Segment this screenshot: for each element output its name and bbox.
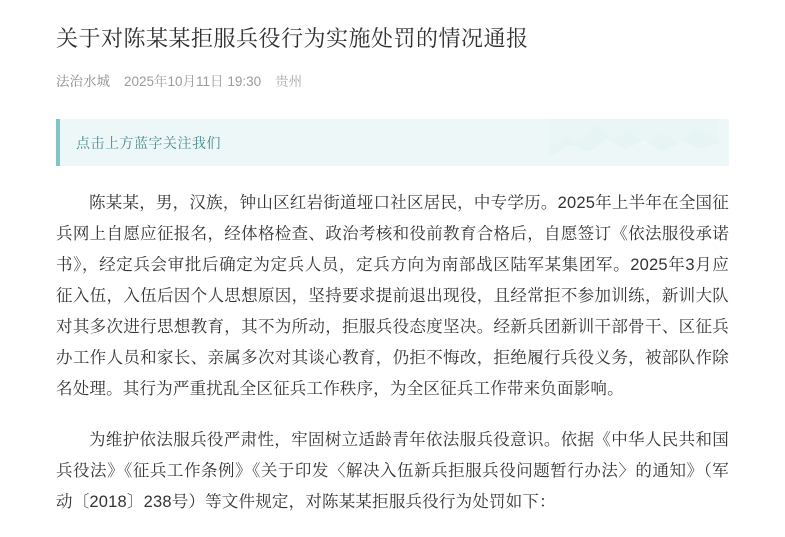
author-name[interactable]: 法治水城 [56, 74, 110, 89]
follow-us-banner[interactable] [56, 119, 729, 166]
paragraph-1: 陈某某，男，汉族，钟山区红岩街道垭口社区居民，中专学历。2025年上半年在全国征兵网上自愿应征报名，经体格检查、政治考核和役前教育合格后，自愿签订《依法服役承诺书》，经定兵会审批后确定为定兵人员，定兵方向为南部战区陆军某集团军。2025年3月应征入伍，入伍后因个人思想原因，坚持要求提前退出现役，且经常拒不参加训练，新训大队对其多次进行思想教育，其不为所动，拒服兵役态度坚决。经新兵团新训干部骨干、区征兵办工作人员和家长、亲属多次对其谈心教育，仍拒不悔改，拒绝履行兵役义务，被部队作除名处理。其行为严重扰乱全区征兵工作秩序，为全区征兵工作带来负面影响。 [56, 194, 729, 398]
article-body [56, 188, 729, 518]
mountain-decoration-icon [549, 119, 719, 166]
publish-datetime: 2025年10月11日 19:30 [124, 74, 262, 89]
article-meta [56, 72, 729, 92]
paragraph-2: 为维护依法服兵役严肃性，牢固树立适龄青年依法服兵役意识。依据《中华人民共和国兵役法》《征兵工作条例》《关于印发〈解决入伍新兵拒服兵役问题暂行办法〉的通知》（军动〔2018〕238号）等文件规定，对陈某某拒服兵役行为处罚如下： [56, 431, 729, 511]
publish-location: 贵州 [275, 74, 303, 89]
follow-us-label: 点击上方蓝字关注我们 [76, 134, 221, 151]
page-title: 关于对陈某某拒服兵役行为实施处罚的情况通报 [56, 26, 529, 51]
